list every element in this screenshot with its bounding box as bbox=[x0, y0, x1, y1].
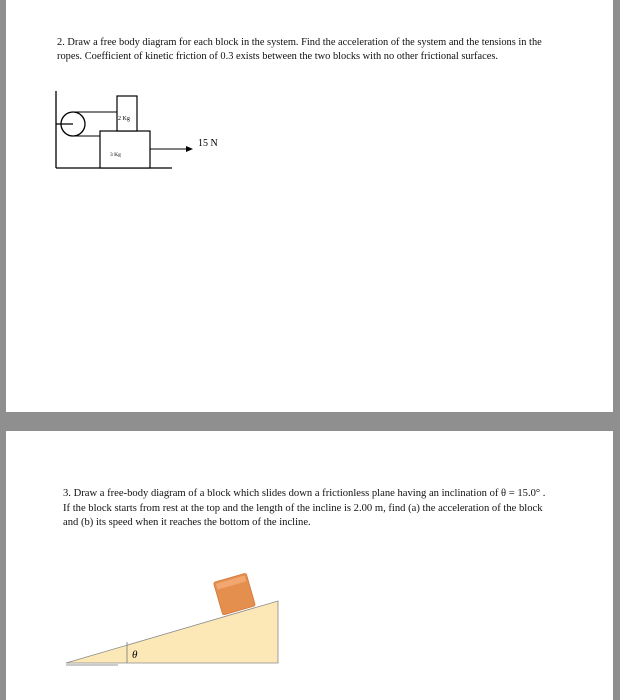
angle-label: θ bbox=[132, 649, 138, 661]
page-1 bbox=[6, 0, 613, 412]
problem-3-text: 3. Draw a free-body diagram of a block which slides down a frictionless plane having an inclination of θ = 15.0° . If the block starts from rest at the top and the length of the incline is 2.00 m, find (a) the acceleration of the block and (b) its speed when it reaches the bottom of the incline. bbox=[63, 488, 546, 529]
incline-diagram bbox=[6, 431, 613, 700]
pulley-block-diagram bbox=[6, 0, 613, 412]
block-3kg bbox=[100, 131, 150, 168]
block-2kg bbox=[117, 96, 137, 131]
sliding-block bbox=[213, 573, 255, 615]
force-label: 15 N bbox=[198, 138, 218, 149]
page-2 bbox=[6, 431, 613, 700]
problem-2-text: 2. Draw a free body diagram for each block in the system. Find the acceleration of the system and the tensions in the ropes. Coefficient of kinetic friction of 0.3 exists between the two blocks with no other frictional surfaces. bbox=[57, 37, 542, 62]
block-2kg-label: 2 Kg bbox=[118, 116, 130, 122]
block-3kg-label: 3 Kg bbox=[110, 152, 121, 158]
incline-plane bbox=[66, 601, 278, 663]
force-arrowhead-icon bbox=[186, 146, 193, 152]
